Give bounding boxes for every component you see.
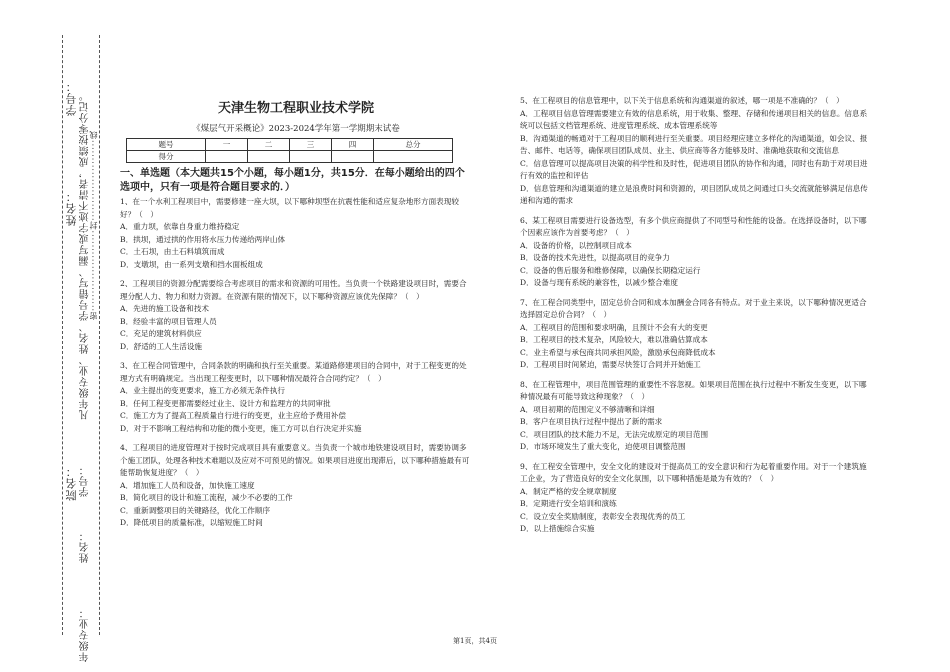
score-header-cell: 三 — [289, 139, 331, 151]
option: B．工程项目的技术复杂，风险较大，难以准确估算成本 — [520, 335, 708, 344]
option: B．拱坝，通过拱的作用将水压力传递给两岸山体 — [120, 234, 286, 244]
school-title: 天津生物工程职业技术学院 — [217, 101, 374, 116]
option: C．设备的售后服务和维修保障，以确保长期稳定运行 — [520, 265, 701, 275]
question — [120, 442, 472, 530]
question — [120, 360, 472, 435]
page-number: 第1页，共4页 — [453, 637, 497, 645]
option: D．以上措施综合实施 — [520, 524, 595, 533]
student-id-label: 学号： — [65, 80, 78, 116]
question-text: 6、某工程项目需要进行设备选型，有多个供应商提供了不同型号和性能的设备。在选择设备时，以下哪个因素应该作为首要考虑？（ ） — [520, 215, 867, 237]
option: A．工程项目信息管理需要建立有效的信息系统，用于收集、整理、存储和传递项目相关的信息。信息系统可以包括文档管理系统、进度管理系统、成本管理系统等 — [520, 108, 868, 130]
score-table — [126, 138, 453, 163]
option: C．重新调整项目的关键路径，优化工作顺序 — [120, 505, 271, 515]
seal-line-middle — [62, 35, 63, 635]
exam-title: 《煤层气开采概论》2023-2024学年第一学期期末试卷 — [192, 124, 400, 134]
question-text: 2、工程项目的资源分配需要综合考虑项目的需求和资源的可用性。当负责一个铁路建设项目时，需要合理分配人力、物力和财力资源。在资源有限的情况下，以下哪种资源应该优先保障？（ ） — [120, 279, 467, 301]
option: A．制定严格的安全规章制度 — [520, 486, 617, 496]
option: C．充足的建筑材料供应 — [120, 329, 202, 338]
score-row-label: 得分 — [127, 151, 206, 163]
question — [120, 278, 472, 353]
seal-label: 密·······················封·······················线 — [89, 130, 98, 320]
score-header-cell: 一 — [206, 139, 248, 151]
score-header-cell: 四 — [331, 139, 373, 151]
option: D．降低项目的质量标准，以缩短施工时间 — [120, 518, 263, 527]
option: A．重力坝，依靠自身重力维持稳定 — [120, 222, 240, 231]
right-column — [520, 95, 872, 543]
question — [520, 215, 872, 290]
option: C．业主希望与承包商共同承担风险，激励承包商降低成本 — [520, 347, 716, 357]
binding-margin — [0, 0, 104, 672]
option: D．工程项目时间紧迫，需要尽快签订合同并开始施工 — [520, 360, 701, 369]
option: A．项目初期的范围定义不够清晰和详细 — [520, 404, 655, 414]
question-text: 1、在一个水利工程项目中，需要修建一座大坝，以下哪种坝型在抗震性能和适应复杂地形方面表现较好？（ ） — [120, 197, 459, 219]
score-cell — [248, 151, 290, 163]
name-label: 姓名： — [65, 190, 78, 226]
left-column — [120, 95, 472, 537]
option: D．信息管理和沟通渠道的建立是浪费时间和资源的，项目团队成员之间通过口头交流就能够满足信息传递和沟通的需求 — [520, 183, 868, 205]
question-text: 7、在工程合同类型中，固定总价合同和成本加酬金合同各有特点。对于业主来说，以下哪种情况更适合选择固定总价合同？（ ） — [520, 297, 867, 319]
seal-line-outer — [99, 35, 100, 635]
question — [520, 95, 872, 208]
option: B．简化项目的设计和施工流程，减少不必要的工作 — [120, 493, 293, 502]
option: D．支墩坝，由一系列支墩和挡水面板组成 — [120, 259, 263, 269]
option: B．沟通渠道的畅通对于工程项目的顺利进行至关重要。项目经理应建立多样化的沟通渠道，如会议、报告、邮件、电话等，确保项目团队成员、业主、供应商等各方能够及时、准确地获取和交流信息 — [520, 133, 868, 155]
question — [520, 297, 872, 372]
option: D．对于不影响工程结构和功能的微小变更，施工方可以自行决定并实施 — [120, 423, 362, 433]
option: A．增加施工人员和设备，加快施工速度 — [120, 480, 255, 490]
question-text: 8、在工程管理中，项目范围管理的重要性不容忽视。如果项目范围在执行过程中不断发生变更，以下哪种情况最有可能导致这种现象？（ ） — [520, 379, 867, 401]
option: C．项目团队的技术能力不足，无法完成原定的项目范围 — [520, 429, 709, 439]
option: C．施工方为了提高工程质量自行进行的变更，业主应给予费用补偿 — [120, 411, 347, 420]
question-text: 5、在工程项目的信息管理中，以下关于信息系统和沟通渠道的叙述，哪一项是不准确的？（ ） — [520, 96, 844, 105]
class-notice: 年级专业： 姓名： 学号： 凡年级专业、姓名、学号错写、漏写或字迹不清者，成绩按零分记。 — [80, 90, 91, 662]
option: D．舒适的工人生活设施 — [120, 341, 203, 351]
score-cell — [206, 151, 248, 163]
option: C．信息管理可以提高项目决策的科学性和及时性，促进项目团队的协作和沟通，同时也有助于对项目进行有效的监控和评估 — [520, 158, 868, 180]
option: B．客户在项目执行过程中提出了新的需求 — [520, 417, 663, 426]
option: D．市场环境发生了重大变化，迫使项目调整范围 — [520, 442, 686, 451]
score-cell — [331, 151, 373, 163]
option: A．设备的价格，以控制项目成本 — [520, 240, 632, 250]
option: B．设备的技术先进性，以提高项目的竞争力 — [520, 253, 670, 262]
section-heading: 一、单选题（本大题共15个小题，每小题1分，共15分．在每小题给出的四个选项中，只有一项是符合题目要求的．） — [120, 168, 465, 193]
score-cell — [373, 151, 452, 163]
question — [520, 461, 872, 536]
option: B．定期进行安全培训和演练 — [520, 499, 617, 508]
question — [120, 196, 472, 271]
score-header-cell: 题号 — [127, 139, 206, 151]
option: C．土石坝，由土石料填筑而成 — [120, 247, 225, 256]
school-label: 院名： — [65, 465, 78, 501]
option: B．经验丰富的项目管理人员 — [120, 316, 217, 326]
option: C．设立安全奖励制度，表彰安全表现优秀的员工 — [520, 511, 686, 521]
option: A．业主提出的变更要求，施工方必须无条件执行 — [120, 386, 285, 395]
option: D．设备与现有系统的兼容性，以减少整合难度 — [520, 278, 678, 287]
question-text: 3、在工程合同管理中，合同条款的明确和执行至关重要。某道路修建项目的合同中，对于工程变更的处理方式有明确规定。当出现工程变更时，以下哪种情况最符合合同约定？（ ） — [120, 361, 467, 383]
option: A．工程项目的范围和要求明确，且预计不会有大的变更 — [520, 322, 708, 332]
score-cell — [289, 151, 331, 163]
question-text: 4、工程项目的进度管理对于按时完成项目具有重要意义。当负责一个城市地铁建设项目时，需要协调多个施工团队，处理各种技术难题以及应对不可预见的情况。如果项目进度出现滞后，以下哪种措施最有可能帮助恢复进度？（ ） — [120, 443, 470, 477]
question — [520, 379, 872, 454]
score-header-cell: 二 — [248, 139, 290, 151]
option: B．任何工程变更都需要经过业主、设计方和监理方的共同审批 — [120, 398, 331, 408]
option: A．先进的施工设备和技术 — [120, 304, 210, 313]
question-text: 9、在工程安全管理中，安全文化的建设对于提高员工的安全意识和行为起着重要作用。对于一个建筑施工企业，为了营造良好的安全文化氛围，以下哪种措施是最为有效的？（ ） — [520, 461, 867, 483]
score-header-cell: 总分 — [373, 139, 452, 151]
